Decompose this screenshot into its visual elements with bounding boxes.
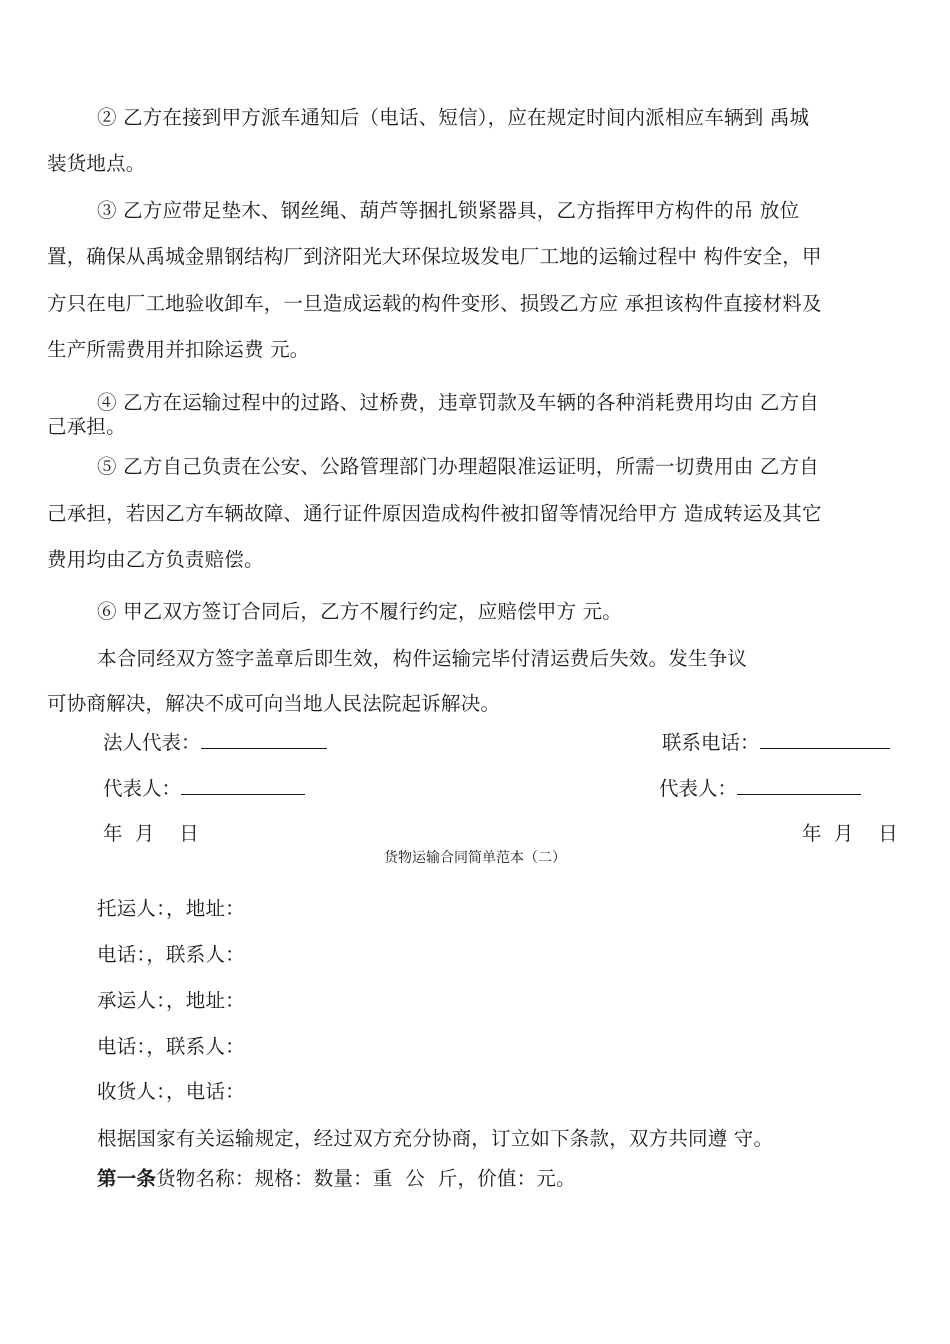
- legal-rep-blank[interactable]: [201, 732, 327, 749]
- contact-phone-field: [662, 731, 890, 755]
- second-contract-title: 货物运输合同简单范本（二）: [384, 850, 566, 866]
- date-left: 年 月 日: [103, 822, 199, 845]
- clause-3-line-2: 置，确保从禹城金鼎钢结构厂到济阳光大环保垃圾发电厂工地的运输过程中 构件安全，甲: [47, 245, 822, 268]
- contact-phone-blank[interactable]: [760, 732, 890, 749]
- clause-3-line-1: ③ 乙方应带足垫木、钢丝绳、葫芦等捆扎锁紧器具，乙方指挥甲方构件的吊 放位: [97, 199, 800, 222]
- shipper-phone-line: 电话：，联系人：: [97, 943, 245, 966]
- rep-left-blank[interactable]: [181, 778, 305, 795]
- intro-line: 根据国家有关运输规定，经过双方充分协商，订立如下条款，双方共同遵 守。: [97, 1127, 774, 1150]
- clause-5-line-2: 己承担，若因乙方车辆故障、通行证件原因造成构件被扣留等情况给甲方 造成转运及其它: [47, 502, 822, 525]
- clause-5-line-1: ⑤ 乙方自己负责在公安、公路管理部门办理超限准运证明，所需一切费用由 乙方自: [97, 455, 819, 478]
- article-1-line: [0, 1167, 950, 1191]
- date-right: 年 月 日: [802, 822, 898, 845]
- clause-4-line-2: 己承担。: [47, 415, 126, 438]
- clause-3-line-4: 生产所需费用并扣除运费 元。: [47, 338, 310, 361]
- clause-6: ⑥ 甲乙双方签订合同后，乙方不履行约定，应赔偿甲方 元。: [97, 600, 622, 623]
- clause-4-line-1: ④ 乙方在运输过程中的过路、过桥费，违章罚款及车辆的各种消耗费用均由 乙方自: [97, 391, 819, 414]
- clause-3-line-3: 方只在电厂工地验收卸车，一旦造成运载的构件变形、损毁乙方应 承担该构件直接材料及: [47, 292, 822, 315]
- rep-left-label: 代表人：: [103, 777, 182, 800]
- rep-left-field: [103, 777, 305, 801]
- carrier-phone-line: 电话：，联系人：: [97, 1035, 245, 1058]
- rep-right-blank[interactable]: [737, 778, 861, 795]
- legal-rep-field: [103, 731, 327, 755]
- contact-phone-label: 联系电话：: [662, 731, 760, 754]
- effect-line-2: 可协商解决，解决不成可向当地人民法院起诉解决。: [47, 692, 501, 715]
- rep-right-field: [659, 777, 861, 801]
- carrier-line: 承运人：，地址：: [97, 989, 245, 1012]
- shipper-line: 托运人：，地址：: [97, 897, 245, 920]
- rep-right-label: 代表人：: [659, 777, 738, 800]
- legal-rep-label: 法人代表：: [103, 731, 201, 754]
- article-1-heading: 第一条: [97, 1167, 157, 1190]
- clause-2-line-1: ② 乙方在接到甲方派车通知后（电话、短信），应在规定时间内派相应车辆到 禹城: [97, 106, 810, 129]
- clause-2-line-2: 装货地点。: [47, 152, 146, 175]
- consignee-line: 收货人：，电话：: [97, 1080, 245, 1103]
- clause-5-line-3: 费用均由乙方负责赔偿。: [47, 548, 264, 571]
- effect-line-1: 本合同经双方签字盖章后即生效，构件运输完毕付清运费后失效。发生争议: [97, 647, 748, 670]
- article-1-body: 货物名称：规格：数量：重 公 斤，价值：元。: [156, 1167, 576, 1190]
